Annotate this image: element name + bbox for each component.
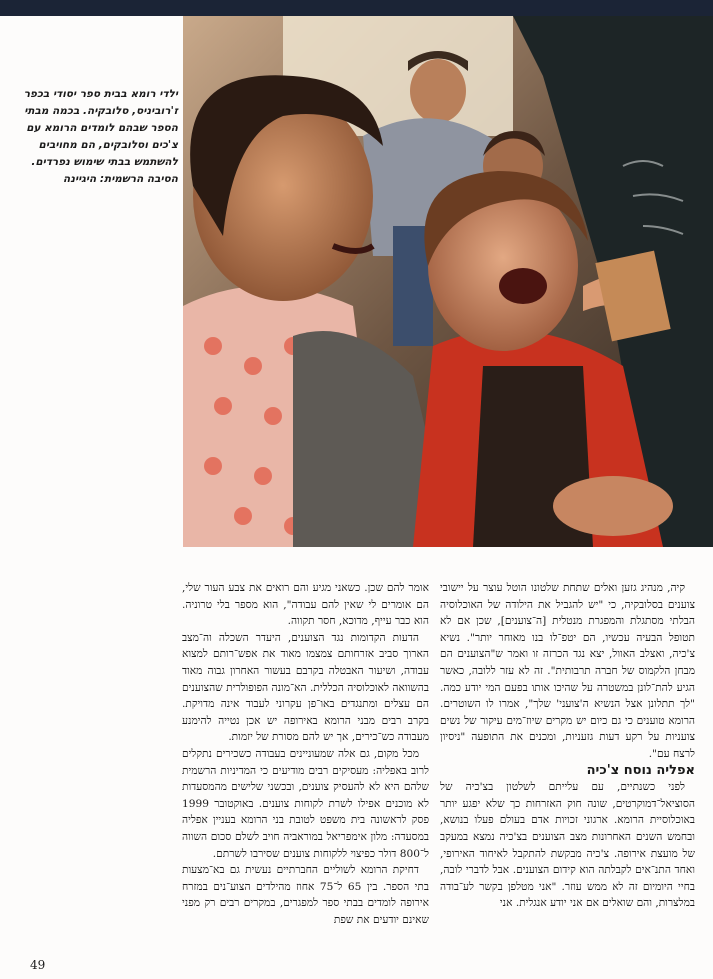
photo-caption: ילדי רומא בבית ספר יסודי בכפר ז'רוביניס, סלובקיה. בכמה מבתי הספר שבהם לומדים הרומא עם צ'כים וסלובקים, הם מחויבים להשתמש בבתי שימוש נפרדים. הסיבה הרשמית: היגיינה — [23, 88, 178, 185]
paragraph: מכל מקום, גם אלה שמעוניינים בעבודה כשכירים נתקלים לרוב באפליה: מעסיקים רבים מודיעים כי המדיניות הרשמית שלהם היא לא להעסיק צוענים, ובכשני שלישים מהמסעדות לא מוכנים אפילו לשרת לקוחות צוענים. באוקטובר 1999 פסק לראשונה בית משפט לטובת בני הרומא בעניין אפליה במסעדה: מלון אימפריאל במוראביה חויב לשלם סכום השווה ל־800 דולר כפיצוי ללקוחות צוענים שסירבו לשרתם. — [182, 747, 429, 860]
classroom-photo — [183, 16, 713, 547]
article-column-right — [440, 580, 695, 912]
paragraph: דחיקת הרומא לשוליים החברתיים נעשית גם בא־מצעות בתי הספר. בין 65 ל־75 אחוז מהילדים הצוע־נים במזרח אירופה לומדים בבתי ספר למפגרים, במקרים רבים רק מפני שאינם יודעים את שפת — [182, 864, 429, 926]
paragraph: אומר להם שכן. כשאני מגיע והם רואים את צבע העור שלי, הם אומרים לי שאין להם עבודה", הוא מספר בלי טרוניה. הוא כבר עייף, מדוכא, חסר תקווה. — [182, 582, 429, 628]
top-bar — [0, 0, 713, 16]
page-number: 49 — [30, 958, 46, 972]
paragraph: קיה, מנהיג גזען ואלים שתחת שלטונו הוטל עוצר על יישובי צוענים בסלובקיה, כי "יש להגביל את הילודה של האוכלוסיה הבלתי מסתגלת והמפגרת מנטלית [ה־צוענים], שכן אם לא תטופל הבעיה עכשיו, הם יטפ־לו בנו מאוחר יותר". נשיא צ'כיה, ואצלב האוול, יצא נגד הכרזה זו ואמר ש"הצוענים הם מבחן הלקמוס של חברה תרבותית". זה לא עזר ללובה, כאשר הגיע להת־לונן במשטרה על שהיכו אותו בפעם המי יודע כמה. "לך תתלונן אצל הנשיא ה'צועני' שלך", אמרו לו השוטרים. הרומא טוענים כי גם כיום יש מקרים שיוז־מים עיקור של נשים צועניות על רקע דעות גזעניות, ומכנים את התופעה "ניסיון לרצח עם". — [440, 582, 695, 760]
section-heading: אפליה נוסח צ'כיה — [586, 762, 695, 778]
paragraph: לפני כשנתיים, עם עלייתם לשלטון בצ'כיה של הסוציאל־דמוקרטים, שונה חוק האזרחות כך שלא יפגע יותר באוכלוסיית הרומא. ארגוני זכויות אדם בעולם פעלו בנושא, ובחמש השנים האחרונות מצב הצוענים בצ'כיה נמצא במעקב של מועצת אירופה. צ'כיה מבקשת להתקבל לאיחוד האירופי, ואחד התנ־אים לקבלתה הוא קידום הצוענים. אבל לדברי לובה, בחיי היומיום זה לא ממש עוזר. "אני מטלפן בקשר לע־בודה במלצרות, והם שואלים אם אני יודע אנגלית. אני — [440, 781, 695, 910]
paragraph: הדעות הקדומות נגד הצוענים, היעדר השכלה וה־מצב הארוך סביב אזרחותם צמצמו מאוד את אפש־רותם למצוא עבודה, ושיעור האבטלה בקרבם בעשור האחרון גבוה מאוד בהשוואה לאוכלוסיה הכללית. הא־מונה הפופולרית שהצוענים הם עצלים ומתנגדים באו־פן עקרוני לעבוד אינה מדויקת. בקרב רבים מבני הרומא באירופה יש אכן נטייה להימנע מעבודה כש־כירים, אך יש להם מסורת של יזמות. — [182, 631, 429, 744]
article-column-left — [182, 580, 429, 928]
